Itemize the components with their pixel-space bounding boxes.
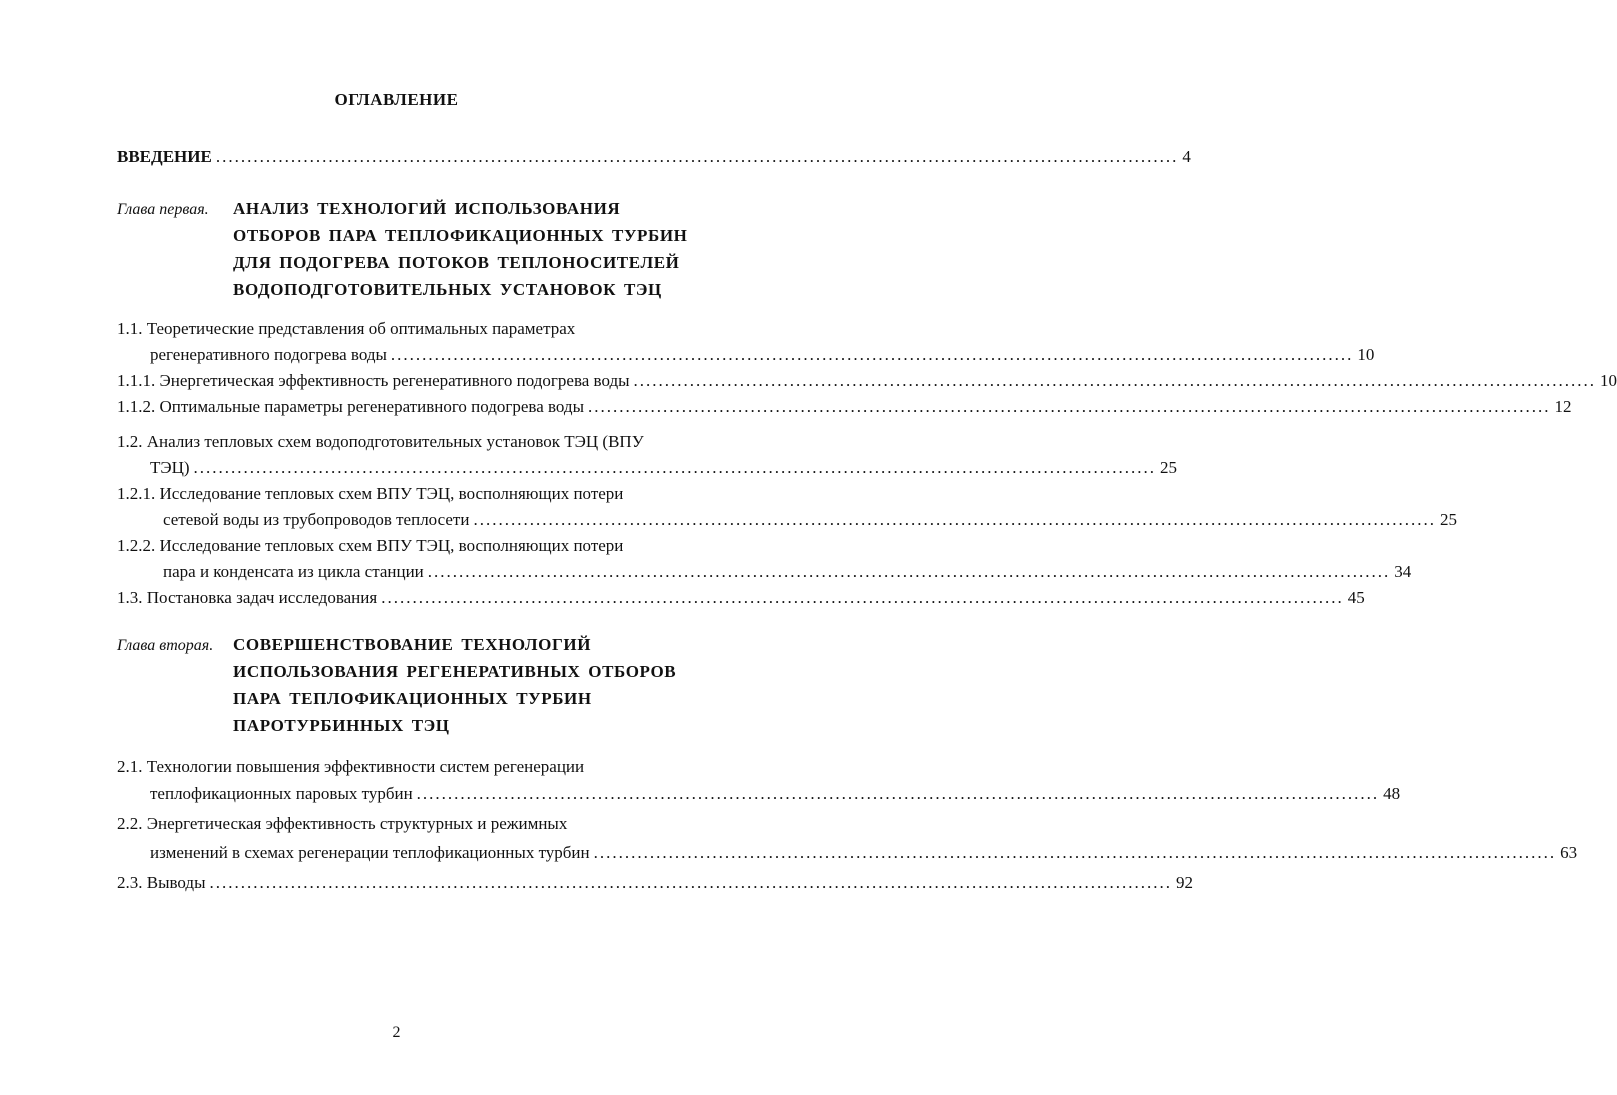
toc-entry-label: теплофикационных паровых турбин (150, 784, 413, 803)
toc-page-number: 34 (1394, 562, 1412, 581)
leader-dots: .......................................................................................................................................................... (390, 345, 1354, 364)
toc-entry-line[interactable]: 1.2.1. Исследование тепловых схем ВПУ ТЭЦ, восполняющих потери (117, 484, 624, 503)
toc-entry[interactable] (117, 397, 1572, 417)
chapter-title (233, 631, 676, 739)
leader-dots: .......................................................................................................................................................... (381, 588, 1344, 607)
toc-page-number: 4 (1182, 147, 1191, 166)
toc-entry[interactable] (150, 843, 1578, 863)
leader-dots: .......................................................................................................................................................... (416, 784, 1380, 803)
toc-entry-line[interactable]: 1.1. Теоретические представления об оптимальных параметрах (117, 319, 576, 338)
chapter-title-line: ОТБОРОВ ПАРА ТЕПЛОФИКАЦИОННЫХ ТУРБИН (233, 226, 688, 245)
leader-dots: .......................................................................................................................................................... (193, 458, 1157, 477)
toc-entry-line[interactable]: 1.2.2. Исследование тепловых схем ВПУ ТЭЦ, восполняющих потери (117, 536, 624, 555)
leader-dots: .......................................................................................................................................................... (215, 147, 1179, 166)
leader-dots: .......................................................................................................................................................... (588, 397, 1551, 416)
toc-entry-line[interactable]: 2.2. Энергетическая эффективность структурных и режимных (117, 814, 568, 833)
page-title: ОГЛАВЛЕНИЕ (334, 90, 459, 109)
toc-entry[interactable] (117, 873, 1194, 893)
toc-entry-line[interactable]: 2.1. Технологии повышения эффективности систем регенерации (117, 757, 585, 776)
leader-dots: .......................................................................................................................................................... (473, 510, 1436, 529)
toc-entry[interactable] (150, 458, 1178, 478)
toc-entry-label: 1.3. Постановка задач исследования (117, 588, 378, 607)
chapter-title-line: ИСПОЛЬЗОВАНИЯ РЕГЕНЕРАТИВНЫХ ОТБОРОВ (233, 662, 677, 681)
chapter-title-line: ДЛЯ ПОДОГРЕВА ПОТОКОВ ТЕПЛОНОСИТЕЛЕЙ (233, 253, 680, 272)
toc-entry-label: изменений в схемах регенерации теплофикационных турбин (150, 843, 590, 862)
chapter-title-line: СОВЕРШЕНСТВОВАНИЕ ТЕХНОЛОГИЙ (233, 635, 592, 654)
toc-entry-label: 1.1.1. Энергетическая эффективность регенеративного подогрева воды (117, 371, 630, 390)
toc-entry[interactable] (163, 562, 1412, 582)
toc-page-number: 25 (1160, 458, 1178, 477)
toc-entry-label: ТЭЦ) (150, 458, 190, 477)
leader-dots: .......................................................................................................................................................... (427, 562, 1391, 581)
toc-entry-label: 2.3. Выводы (117, 873, 206, 892)
toc-entry-label: ВВЕДЕНИЕ (117, 147, 212, 166)
toc-entry-label: регенеративного подогрева воды (150, 345, 387, 364)
toc-page-number: 92 (1176, 873, 1194, 892)
chapter-title-line: АНАЛИЗ ТЕХНОЛОГИЙ ИСПОЛЬЗОВАНИЯ (233, 199, 621, 218)
toc-page-number: 63 (1560, 843, 1578, 862)
chapter-title-line: ПАРОТУРБИННЫХ ТЭЦ (233, 716, 450, 735)
toc-entry[interactable] (150, 345, 1375, 365)
chapter-label: Глава вторая. (117, 637, 214, 654)
leader-dots: .......................................................................................................................................................... (209, 873, 1173, 892)
toc-page-number: 25 (1439, 510, 1457, 529)
chapter-title (233, 195, 688, 303)
page-number: 2 (392, 1024, 401, 1041)
toc-entry-label: пара и конденсата из цикла станции (163, 562, 424, 581)
leader-dots: .......................................................................................................................................................... (593, 843, 1557, 862)
leader-dots: .......................................................................................................................................................... (633, 371, 1597, 390)
toc-entry-label: 1.1.2. Оптимальные параметры регенеративного подогрева воды (117, 397, 584, 416)
toc-page-number: 48 (1383, 784, 1401, 803)
toc-page-number: 10 (1600, 371, 1617, 390)
toc-entry-intro[interactable] (117, 147, 1191, 167)
chapter-title-line: ПАРА ТЕПЛОФИКАЦИОННЫХ ТУРБИН (233, 689, 592, 708)
toc-page-number: 10 (1357, 345, 1375, 364)
toc-entry[interactable] (117, 588, 1365, 608)
chapter-title-line: ВОДОПОДГОТОВИТЕЛЬНЫХ УСТАНОВОК ТЭЦ (233, 280, 662, 299)
toc-entry-label: сетевой воды из трубопроводов теплосети (163, 510, 470, 529)
toc-entry[interactable] (117, 371, 1617, 391)
toc-entry[interactable] (163, 510, 1457, 530)
chapter-label: Глава первая. (117, 201, 209, 218)
toc-entry[interactable] (150, 784, 1401, 804)
toc-page-number: 12 (1554, 397, 1572, 416)
toc-entry-line[interactable]: 1.2. Анализ тепловых схем водоподготовительных установок ТЭЦ (ВПУ (117, 432, 644, 451)
toc-page-number: 45 (1347, 588, 1365, 607)
